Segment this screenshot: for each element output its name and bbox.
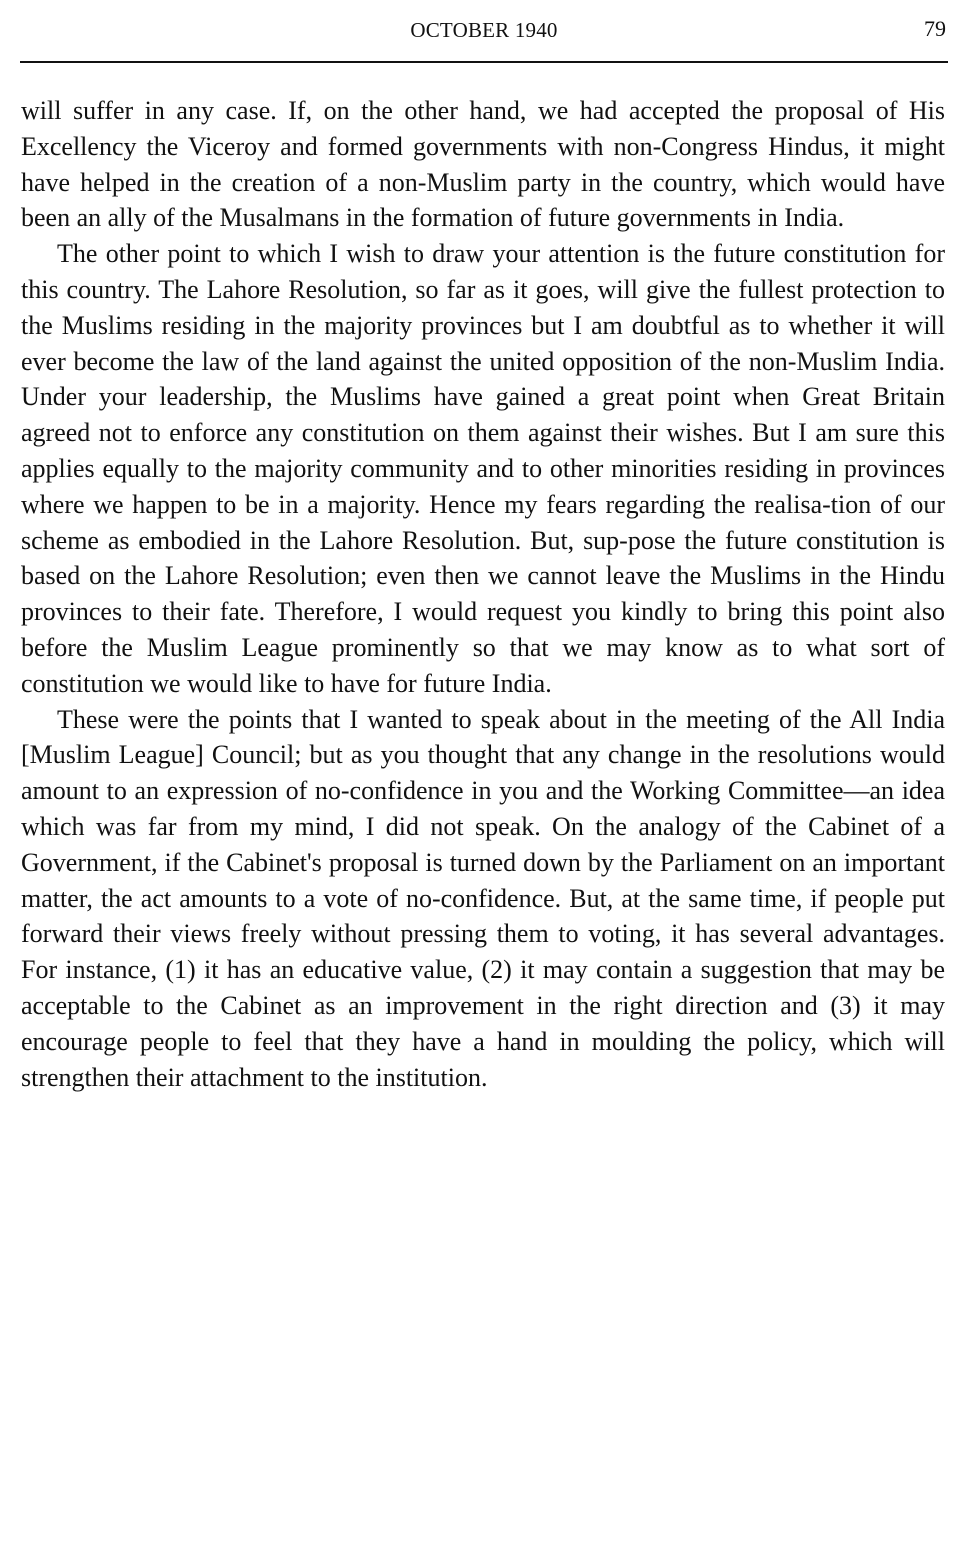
paragraph-3: These were the points that I wanted to speak about in the meeting of the All India [Muslim League] Council; but as you thought that any change in the resolutions would amount to an expression of no-confidence in you and the Working Committee—an idea which was far from my mind, I did not speak. On the analogy of the Cabinet of a Government, if the Cabinet's proposal is turned down by the Parliament on an important matter, the act amounts to a vote of no-confidence. But, at the same time, if people put forward their views freely without pressing them to voting, it has several advantages. For instance, (1) it has an educative value, (2) it may contain a suggestion that may be acceptable to the Cabinet as an improvement in the right direction and (3) it may encourage people to feel that they have a hand in moulding the policy, which will strengthen their attachment to the institution. — [21, 704, 945, 1092]
page-number: 79 — [924, 16, 946, 41]
header-rule — [20, 61, 948, 63]
body-text — [21, 93, 945, 1095]
running-head — [20, 14, 948, 50]
running-title: OCTOBER 1940 — [410, 18, 558, 42]
paragraph-1: will suffer in any case. If, on the other hand, we had accepted the proposal of His Excellency the Viceroy and formed governments with non-Congress Hindus, it might have helped in the creation of a non-Muslim party in the country, which would have been an ally of the Musalmans in the formation of future governments in India. — [21, 96, 945, 233]
paragraph-2: The other point to which I wish to draw your attention is the future constitution for this country. The Lahore Resolution, so far as it goes, will give the fullest protection to the Muslims residing in the majority provinces but I am doubtful as to whether it will ever become the law of the land against the united opposition of the non-Muslim India. Under your leadership, the Muslims have gained a great point when Great Britain agreed not to enforce any constitution on them against their wishes. But I am sure this applies equally to the majority community and to other minorities residing in provinces where we happen to be in a majority. Hence my fears regarding the realisa-tion of our scheme as embodied in the Lahore Resolution. But, sup-pose the future constitution is based on the Lahore Resolution; even then we cannot leave the Muslims in the Hindu provinces to their fate. Therefore, I would request you kindly to bring this point also before the Muslim League prominently so that we may know as to what sort of constitution we would like to have for future India. — [21, 239, 945, 698]
